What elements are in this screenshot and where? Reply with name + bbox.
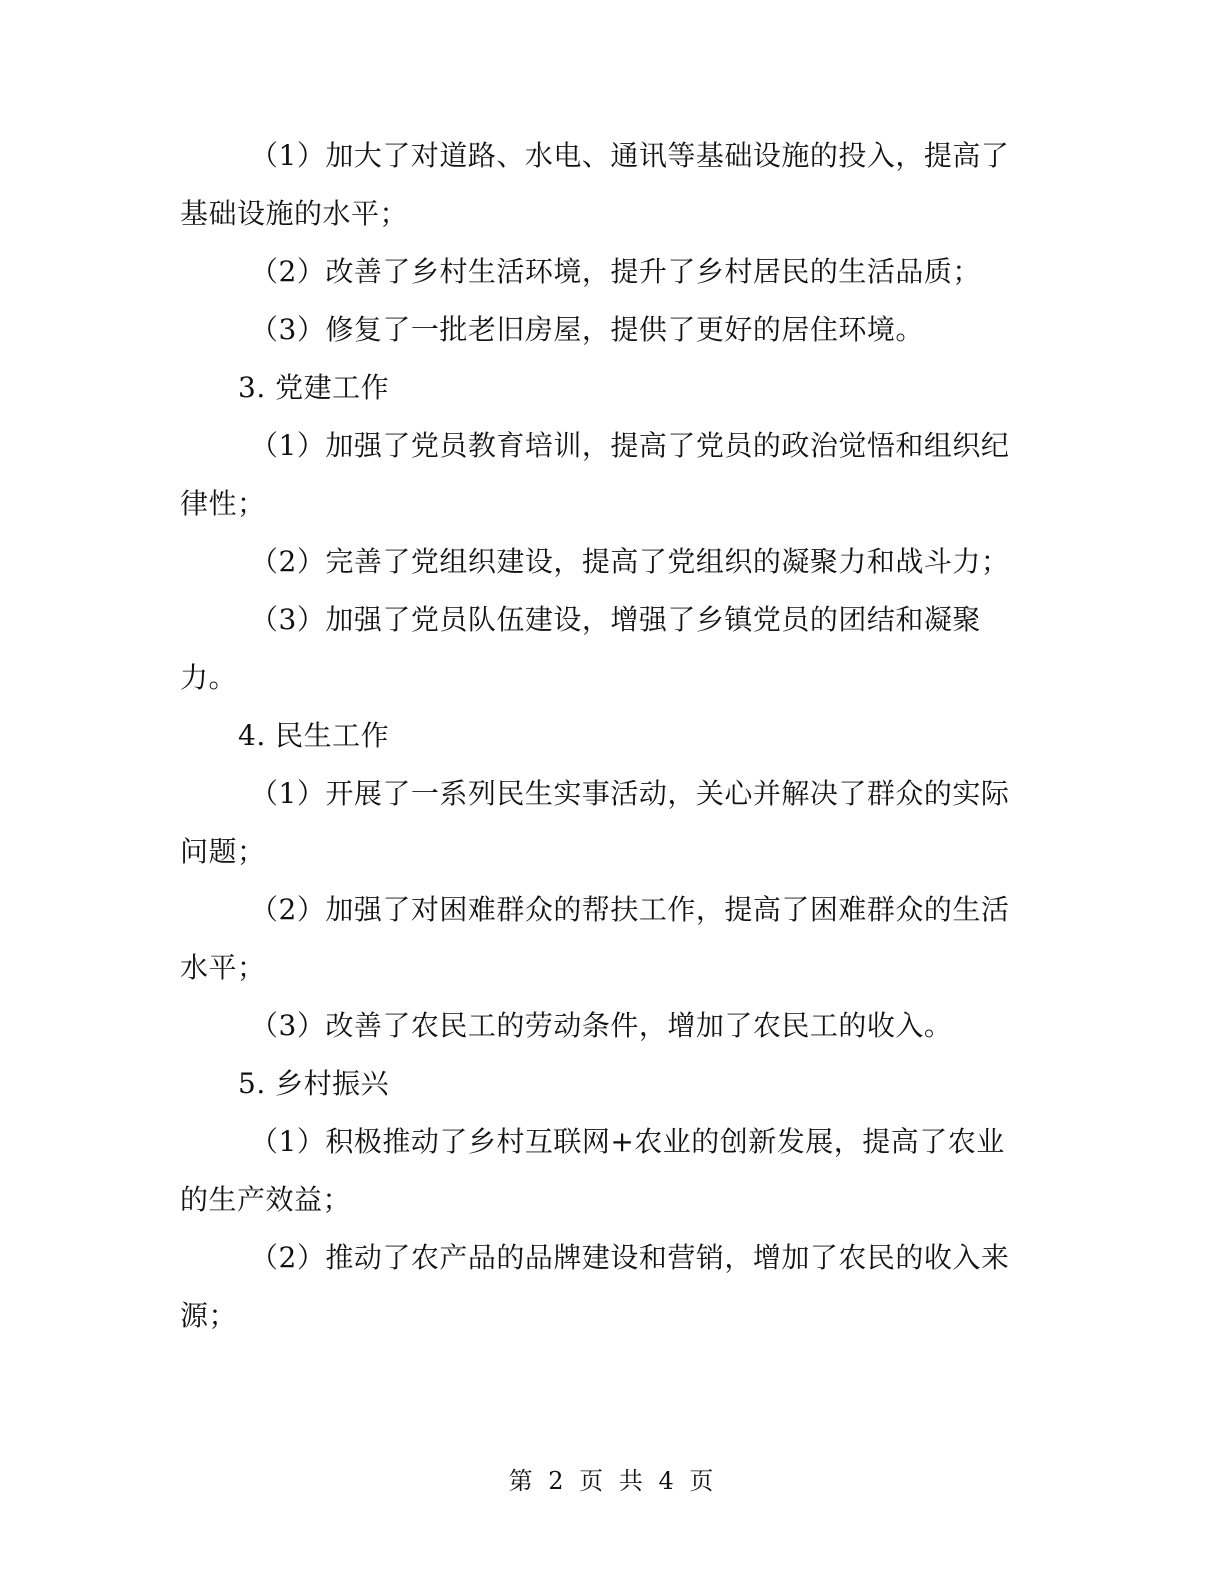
list-item: （1）加大了对道路、水电、通讯等基础设施的投入，提高了基础设施的水平； bbox=[180, 139, 1010, 230]
list-item: （1）加强了党员教育培训，提高了党员的政治觉悟和组织纪律性； bbox=[180, 429, 1010, 520]
section-heading: 5. 乡村振兴 bbox=[238, 1067, 390, 1100]
section-heading: 3. 党建工作 bbox=[238, 371, 390, 404]
list-item: （1）积极推动了乡村互联网+农业的创新发展，提高了农业的生产效益； bbox=[180, 1125, 1005, 1216]
list-item: （1）开展了一系列民生实事活动，关心并解决了群众的实际问题； bbox=[180, 777, 1010, 868]
list-item: （3）改善了农民工的劳动条件，增加了农民工的收入。 bbox=[250, 1009, 953, 1042]
footer-total-prefix: 共 bbox=[618, 1467, 645, 1495]
list-item: （2）加强了对困难群众的帮扶工作，提高了困难群众的生活水平； bbox=[180, 893, 1010, 984]
total-page-number: 4 bbox=[658, 1467, 676, 1495]
list-item: （2）推动了农产品的品牌建设和营销，增加了农民的收入来源； bbox=[180, 1241, 1010, 1332]
document-body bbox=[180, 127, 1030, 1345]
list-item: （2）完善了党组织建设，提高了党组织的凝聚力和战斗力； bbox=[250, 545, 1010, 578]
current-page-number: 2 bbox=[548, 1467, 566, 1495]
list-item: （3）加强了党员队伍建设，增强了乡镇党员的团结和凝聚力。 bbox=[180, 603, 981, 694]
page-footer bbox=[0, 1461, 1224, 1496]
list-item: （3）修复了一批老旧房屋，提供了更好的居住环境。 bbox=[250, 313, 924, 346]
footer-prefix: 第 bbox=[508, 1467, 535, 1495]
footer-suffix: 页 bbox=[689, 1467, 716, 1495]
footer-page-word: 页 bbox=[579, 1467, 606, 1495]
section-heading: 4. 民生工作 bbox=[238, 719, 390, 752]
list-item: （2）改善了乡村生活环境，提升了乡村居民的生活品质； bbox=[250, 255, 981, 288]
